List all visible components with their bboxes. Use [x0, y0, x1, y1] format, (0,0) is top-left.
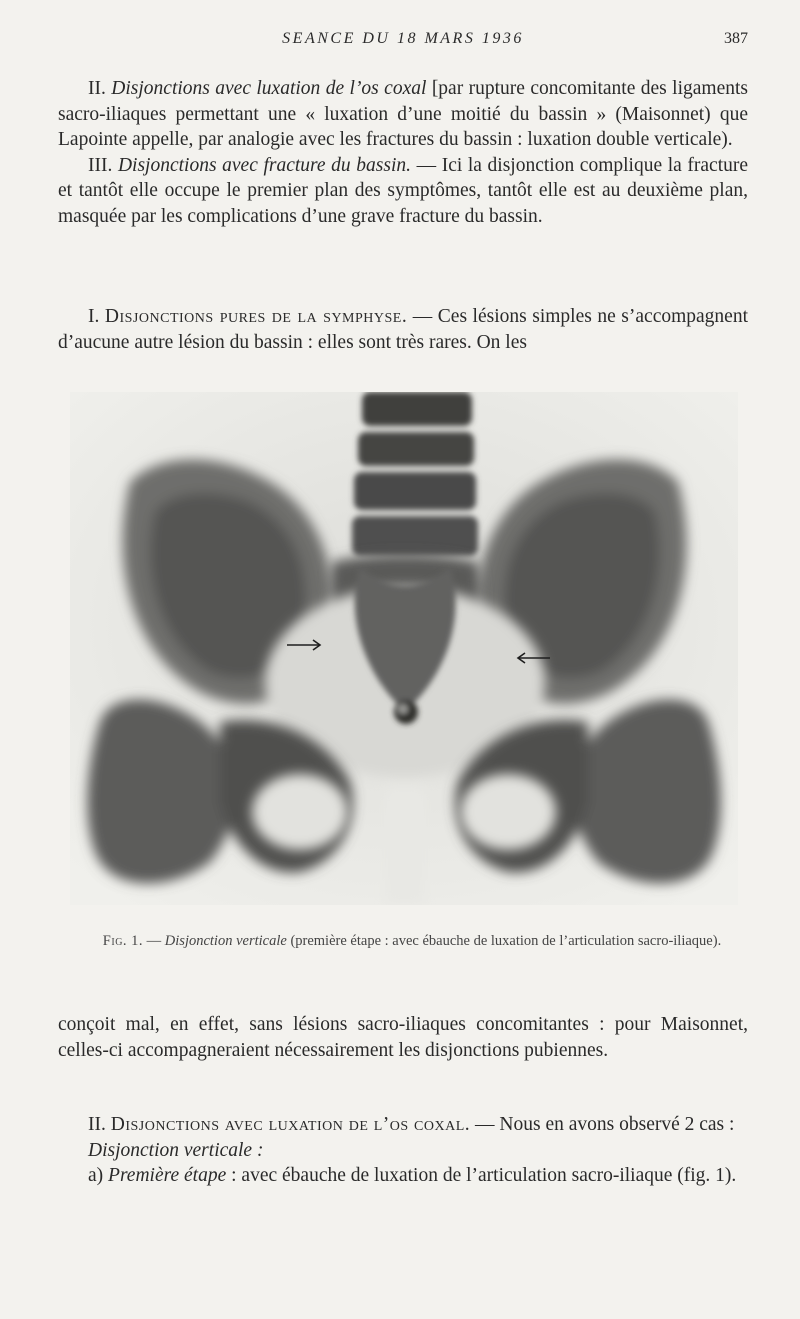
paragraph-a: [58, 1163, 748, 1189]
subheading-disjonction-verticale: Disjonction verticale :: [88, 1139, 264, 1161]
paragraph-text: [par rupture concomitante des ligaments sacro-iliaques permettant une « luxation d’une moitié du bassin » (Maisonnet) que Lapointe appelle, par analogie avec les fractures du bassin : luxation double verticale).: [58, 78, 748, 151]
text-block-top: [58, 76, 748, 230]
caption-label: Fig. 1.: [102, 933, 144, 949]
text-block-section-ii: [58, 1112, 748, 1189]
paragraph-number: II.: [88, 78, 106, 99]
page-header: [58, 30, 748, 54]
paragraph-ii: [58, 76, 748, 153]
figure-caption: [92, 932, 732, 951]
section-number: II.: [88, 1114, 106, 1135]
paragraph-text: — Ici la disjonction complique la fracture et tantôt elle occupe le premier plan des symptômes, tantôt elle est au deuxième plan, masquée par les complications d’une grave fracture du bassin.: [58, 154, 749, 227]
section-number: I.: [88, 306, 100, 327]
paragraph-continuation: conçoit mal, en effet, sans lésions sacro-iliaques concomitantes : pour Maisonnet, celles-ci accompagneraient nécessairement les disjonctions pubiennes.: [58, 1014, 748, 1061]
paragraph-section-ii: [58, 1112, 748, 1138]
paragraph-text: — Ces lésions simples ne s’accompagnent d’aucune autre lésion du bassin : elles sont très rares. On les: [58, 306, 748, 353]
paragraph-section-i: [58, 304, 748, 355]
paragraph-title: Disjonctions avec luxation de l’os coxal: [111, 78, 427, 99]
item-label: a): [88, 1165, 104, 1187]
caption-dash: —: [143, 933, 165, 949]
section-heading: Disjonctions avec luxation de l’os coxal.: [110, 1114, 471, 1135]
paragraph-number: III.: [88, 154, 113, 176]
pelvis-xray-image: [70, 392, 738, 905]
item-text: : avec ébauche de luxation de l’articulation sacro-iliaque (fig. 1).: [226, 1165, 737, 1187]
caption-title: Disjonction verticale: [164, 933, 287, 949]
caption-text: (première étape : avec ébauche de luxation de l’articulation sacro-iliaque).: [286, 933, 722, 949]
item-title: Première étape: [108, 1165, 227, 1187]
paragraph-title: Disjonctions avec fracture du bassin.: [117, 154, 411, 176]
paragraph-text: — Nous en avons observé 2 cas :: [470, 1114, 735, 1135]
paragraph-iii: [58, 153, 748, 230]
running-head: SEANCE DU 18 MARS 1936: [282, 30, 524, 47]
page-number: 387: [724, 30, 748, 47]
figure-xray: [70, 392, 738, 905]
text-block-section-i: [58, 304, 748, 355]
section-heading: Disjonctions pures de la symphyse.: [104, 306, 408, 327]
text-block-continuation: [58, 1012, 748, 1063]
